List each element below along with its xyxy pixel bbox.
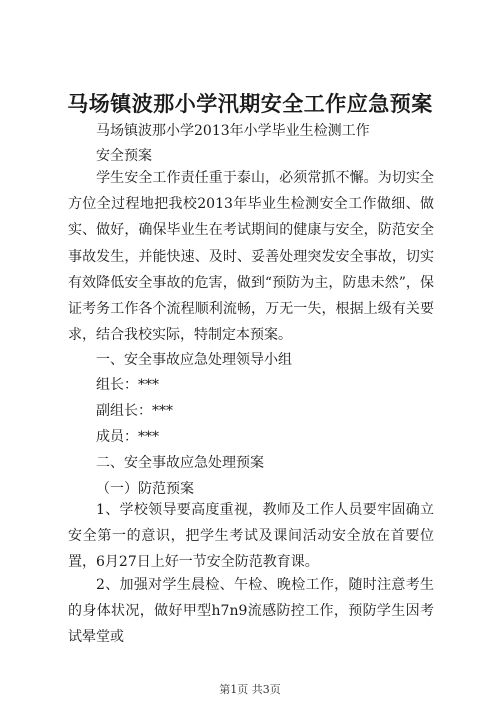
list-item-2-text: 2、加强对学生晨检、午检、晚检工作，随时注意考生的身体状况，做好甲型h7n9流感防控工作，预防学生因考试晕堂或 [68, 577, 434, 646]
list-item-1-text: 1、学校领导要高度重视，教师及工作人员要牢固确立安全第一的意识，把学生考试及课间活动安全放在首要位置，6月27日上好一节安全防范教育课。 [68, 502, 434, 571]
section-heading-2: 二、安全事故应急处理预案 [96, 455, 264, 471]
document-subtitle: 马场镇波那小学2013年小学毕业生检测工作 [96, 123, 370, 139]
subsection-heading-1: （一）防范预案 [96, 481, 194, 497]
vice-group-leader: 副组长：*** [96, 403, 173, 419]
group-leader: 组长：*** [96, 377, 159, 393]
page-footer: 第1页 共3页 [219, 683, 281, 696]
list-item-2 [68, 572, 434, 651]
intro-paragraph [68, 165, 434, 348]
section-heading-1: 一、安全事故应急处理领导小组 [96, 352, 292, 368]
plan-label: 安全预案 [96, 148, 152, 164]
intro-text: 学生安全工作责任重于泰山，必须常抓不懈。为切实全方位全过程地把我校2013年毕业生检测安全工作做细、做实、做好，确保毕业生在考试期间的健康与安全，防范安全事故发生，并能快速、及时、妥善处理突发安全事故，切实有效降低安全事故的危害，做到“预防为主，防患未然”，保证考务工作各个流程顺利流畅，万无一失，根据上级有关要求，结合我校实际，特制定本预案。 [68, 170, 434, 344]
list-item-1 [68, 497, 434, 576]
group-members: 成员：*** [96, 429, 159, 445]
document-title: 马场镇波那小学汛期安全工作应急预案 [67, 91, 433, 116]
